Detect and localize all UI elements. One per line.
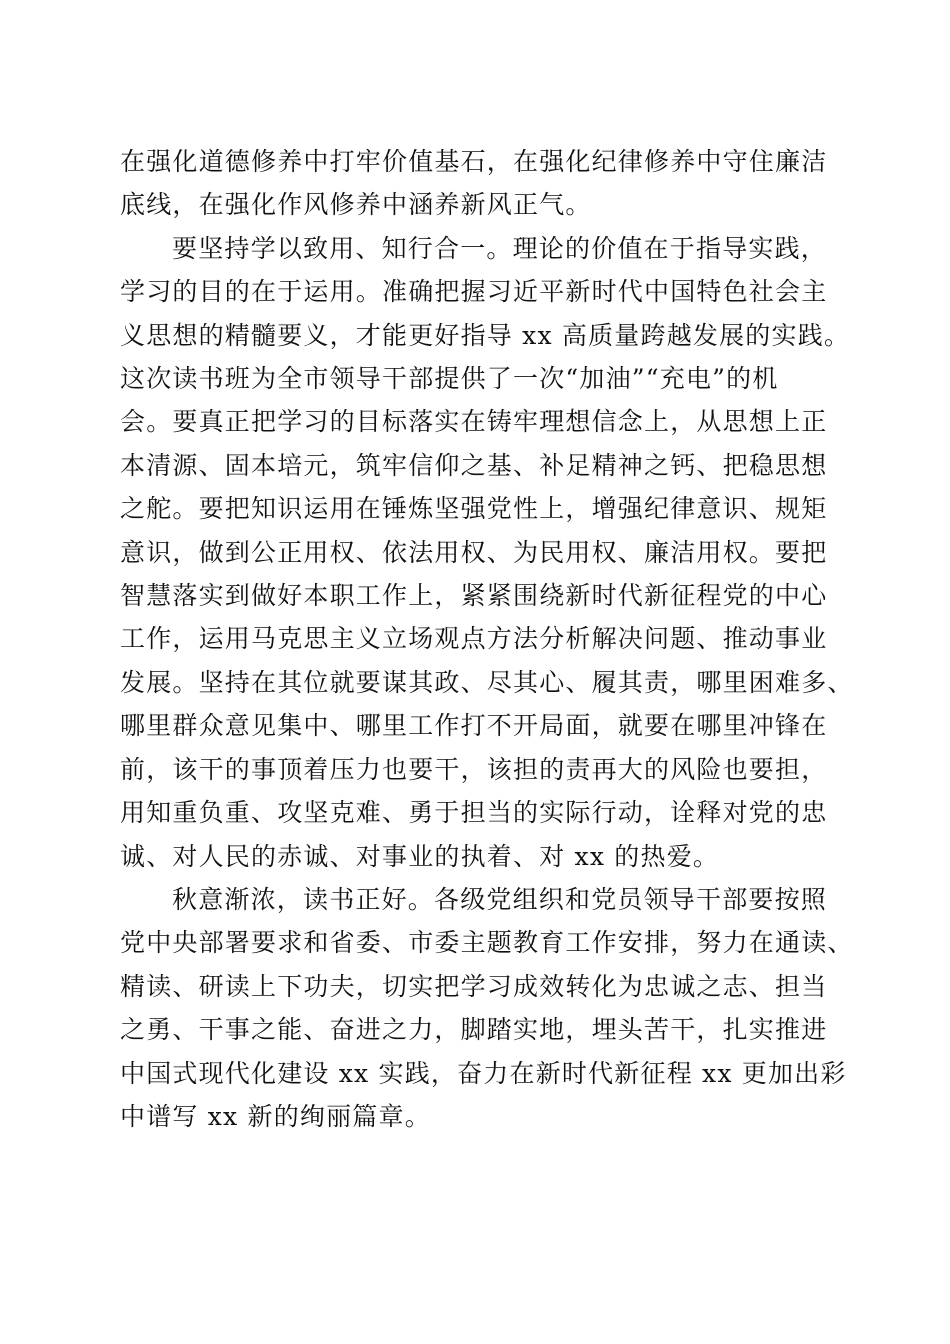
text-line: 这次读书班为全市领导干部提供了一次“加油”“充电”的机 — [120, 364, 779, 394]
text-line: 前，该干的事顶着压力也要干，该担的责再大的风险也要担， — [120, 754, 828, 784]
paragraph-start-line: 要坚持学以致用、知行合一。理论的价值在于指导实践， — [172, 233, 828, 263]
text-line: 精读、研读上下功夫，切实把学习成效转化为忠诚之志、担当 — [120, 971, 828, 1001]
text-line: 之舵。要把知识运用在锤炼坚强党性上，增强纪律意识、规矩 — [120, 494, 828, 524]
text-line: 工作，运用马克思主义立场观点方法分析解决问题、推动事业 — [120, 624, 828, 654]
text-line: 哪里群众意见集中、哪里工作打不开局面，就要在哪里冲锋在 — [120, 711, 828, 741]
text-line: 用知重负重、攻坚克难、勇于担当的实际行动，诠释对党的忠 — [120, 798, 828, 828]
text-line: 发展。坚持在其位就要谋其政、尽其心、履其责，哪里困难多、 — [120, 667, 854, 697]
text-line: 诚、对人民的赤诚、对事业的执着、对 xx 的热爱。 — [120, 841, 720, 871]
text-line: 意识，做到公正用权、依法用权、为民用权、廉洁用权。要把 — [120, 537, 828, 567]
text-line: 学习的目的在于运用。准确把握习近平新时代中国特色社会主 — [120, 277, 828, 307]
text-line: 底线，在强化作风修养中涵养新风正气。 — [120, 190, 592, 220]
text-line: 智慧落实到做好本职工作上，紧紧围绕新时代新征程党的中心 — [120, 581, 828, 611]
body-text — [120, 140, 854, 1138]
text-line: 在强化道德修养中打牢价值基石，在强化纪律修养中守住廉洁 — [120, 147, 828, 176]
text-line: 本清源、固本培元，筑牢信仰之基、补足精神之钙、把稳思想 — [120, 450, 828, 480]
text-line: 会。要真正把学习的目标落实在铸牢理想信念上，从思想上正 — [120, 407, 828, 437]
text-line: 党中央部署要求和省委、市委主题教育工作安排，努力在通读、 — [120, 928, 854, 958]
paragraph-start-line: 秋意渐浓，读书正好。各级党组织和党员领导干部要按照 — [172, 884, 828, 914]
text-line: 中国式现代化建设 xx 实践，奋力在新时代新征程 xx 更加出彩 — [120, 1058, 847, 1088]
text-line: 之勇、干事之能、奋进之力，脚踏实地，埋头苦干，扎实推进 — [120, 1015, 828, 1045]
text-line: 义思想的精髓要义，才能更好指导 xx 高质量跨越发展的实践。 — [120, 320, 851, 350]
text-line: 中谱写 xx 新的绚丽篇章。 — [120, 1101, 431, 1131]
